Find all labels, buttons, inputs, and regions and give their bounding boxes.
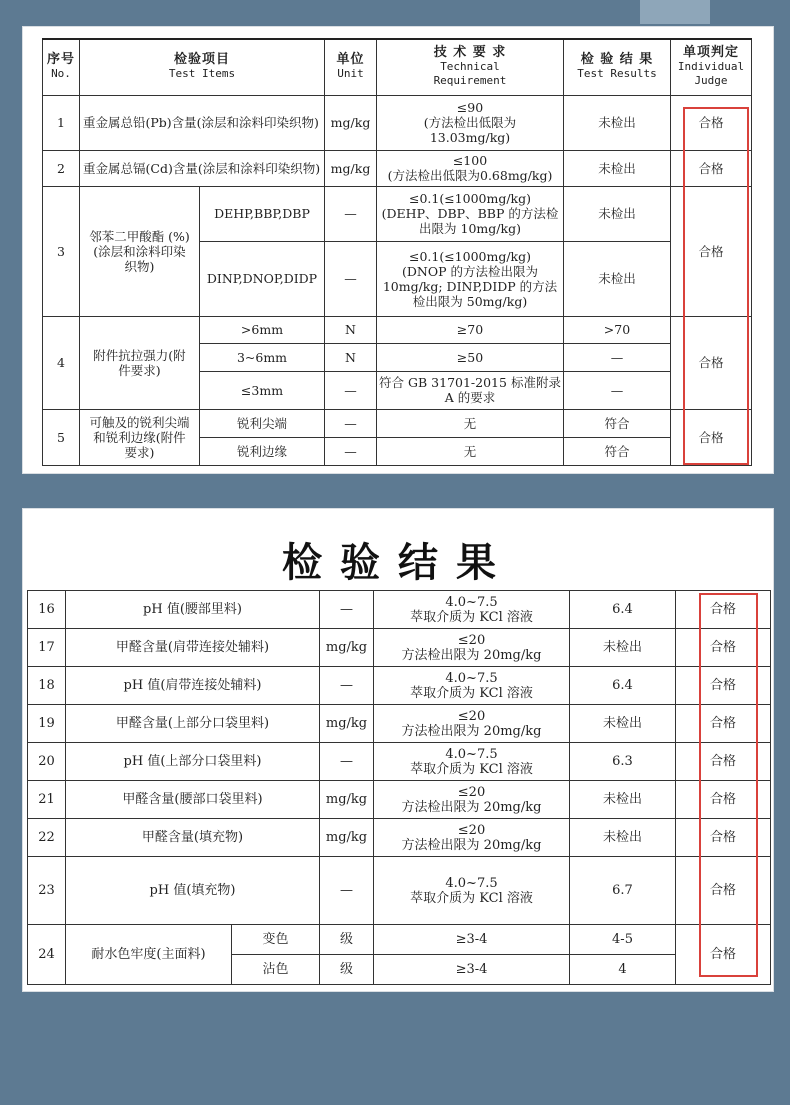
judge-cell: 合格 [676,819,771,857]
judge-cell: 合格 [676,743,771,781]
unit-cell: mg/kg [325,150,377,186]
judge-cell: 合格 [676,925,771,985]
test-item: pH 值(腰部里料) [66,591,320,629]
unit-cell: — [325,241,377,316]
result-cell: 未检出 [564,186,671,241]
requirement-cell: ≤20 方法检出限为 20mg/kg [374,819,570,857]
sub-item: DINP,DNOP,DIDP [200,241,325,316]
result-cell: 未检出 [564,95,671,150]
unit-cell: — [325,186,377,241]
judge-cell: 合格 [671,186,752,316]
row-number: 19 [28,705,66,743]
judge-highlight-box [699,593,758,977]
judge-cell: 合格 [671,316,752,409]
requirement-cell: 无 [377,437,564,465]
requirement-cell: ≥50 [377,343,564,371]
row-number: 22 [28,819,66,857]
result-cell: 未检出 [564,150,671,186]
result-cell: 未检出 [570,781,676,819]
unit-cell: — [320,743,374,781]
requirement-cell: ≥3-4 [374,925,570,955]
unit-cell: — [325,409,377,437]
table-row [28,667,771,705]
header-no: 序号 No. [43,39,80,95]
unit-cell: — [320,591,374,629]
table-header-row [43,39,752,95]
row-number: 20 [28,743,66,781]
result-cell: 未检出 [564,241,671,316]
requirement-cell: ≥3-4 [374,955,570,985]
unit-cell: mg/kg [320,781,374,819]
table-row [28,857,771,925]
unit-cell: 级 [320,955,374,985]
table-row [43,409,752,437]
test-item: pH 值(肩带连接处辅料) [66,667,320,705]
result-cell: 符合 [564,409,671,437]
row-number: 18 [28,667,66,705]
row-number: 21 [28,781,66,819]
judge-cell: 合格 [676,705,771,743]
row-number: 5 [43,409,80,465]
table-row [28,591,771,629]
test-results-table-2 [27,590,771,985]
test-item: 甲醛含量(肩带连接处辅料) [66,629,320,667]
result-cell: >70 [564,316,671,343]
unit-cell: — [320,667,374,705]
requirement-cell: ≤90 (方法检出低限为 13.03mg/kg) [377,95,564,150]
requirement-cell: 4.0~7.5 萃取介质为 KCl 溶液 [374,857,570,925]
test-report-card-bottom [22,508,774,992]
test-item: 甲醛含量(填充物) [66,819,320,857]
judge-cell: 合格 [671,95,752,150]
requirement-cell: ≤0.1(≤1000mg/kg) (DNOP 的方法检出限为 10mg/kg; DINP,DIDP 的方法 检出限为 50mg/kg) [377,241,564,316]
sub-item: 变色 [232,925,320,955]
table-row [28,743,771,781]
header-decoration [640,0,710,24]
sub-item: ≤3mm [200,371,325,409]
test-item: pH 值(填充物) [66,857,320,925]
result-cell: 6.7 [570,857,676,925]
judge-cell: 合格 [676,781,771,819]
judge-cell: 合格 [676,667,771,705]
judge-cell: 合格 [676,857,771,925]
table-row [43,316,752,343]
header-requirement: 技 术 要 求 Technical Requirement [377,39,564,95]
requirement-cell: 4.0~7.5 萃取介质为 KCl 溶液 [374,667,570,705]
unit-cell: N [325,343,377,371]
judge-cell: 合格 [671,409,752,465]
row-number: 16 [28,591,66,629]
requirement-cell: ≤100 (方法检出低限为0.68mg/kg) [377,150,564,186]
judge-highlight-box [683,107,749,465]
sub-item: 沾色 [232,955,320,985]
test-item: 可触及的锐利尖端 和锐利边缘(附件 要求) [80,409,200,465]
requirement-cell: ≤20 方法检出限为 20mg/kg [374,705,570,743]
unit-cell: — [325,437,377,465]
sub-item: 3~6mm [200,343,325,371]
result-cell: 4 [570,955,676,985]
result-cell: 未检出 [570,705,676,743]
unit-cell: mg/kg [325,95,377,150]
sub-item: DEHP,BBP,DBP [200,186,325,241]
test-item: 重金属总镉(Cd)含量(涂层和涂料印染织物) [80,150,325,186]
table-row [28,705,771,743]
row-number: 24 [28,925,66,985]
table-row [43,95,752,150]
unit-cell: — [320,857,374,925]
requirement-cell: 4.0~7.5 萃取介质为 KCl 溶液 [374,591,570,629]
row-number: 2 [43,150,80,186]
table-row [28,925,771,955]
result-cell: 6.3 [570,743,676,781]
result-cell: 6.4 [570,667,676,705]
unit-cell: mg/kg [320,705,374,743]
header-test-items: 检验项目 Test Items [80,39,325,95]
row-number: 3 [43,186,80,316]
judge-cell: 合格 [671,150,752,186]
requirement-cell: ≤20 方法检出限为 20mg/kg [374,781,570,819]
requirement-cell: ≥70 [377,316,564,343]
test-item: 邻苯二甲酸酯 (%) (涂层和涂料印染 织物) [80,186,200,316]
unit-cell: mg/kg [320,819,374,857]
test-results-table-1 [42,38,752,466]
row-number: 23 [28,857,66,925]
test-item: 耐水色牢度(主面料) [66,925,232,985]
result-cell: — [564,371,671,409]
requirement-cell: 无 [377,409,564,437]
test-item: pH 值(上部分口袋里料) [66,743,320,781]
section-title: 检验结果 [282,539,514,586]
requirement-cell: ≤0.1(≤1000mg/kg) (DEHP、DBP、BBP 的方法检 出限为 10mg/kg) [377,186,564,241]
sub-item: >6mm [200,316,325,343]
test-item: 甲醛含量(腰部口袋里料) [66,781,320,819]
table-row [43,186,752,241]
judge-cell: 合格 [676,591,771,629]
row-number: 1 [43,95,80,150]
test-item: 重金属总铅(Pb)含量(涂层和涂料印染织物) [80,95,325,150]
row-number: 4 [43,316,80,409]
result-cell: 6.4 [570,591,676,629]
requirement-cell: ≤20 方法检出限为 20mg/kg [374,629,570,667]
test-item: 甲醛含量(上部分口袋里料) [66,705,320,743]
table-row [43,150,752,186]
unit-cell: 级 [320,925,374,955]
test-report-card-top [22,26,774,474]
result-cell: 未检出 [570,629,676,667]
table-row [28,629,771,667]
table-row [28,819,771,857]
result-cell: 符合 [564,437,671,465]
unit-cell: — [325,371,377,409]
result-cell: — [564,343,671,371]
judge-cell: 合格 [676,629,771,667]
sub-item: 锐利尖端 [200,409,325,437]
requirement-cell: 4.0~7.5 萃取介质为 KCl 溶液 [374,743,570,781]
sub-item: 锐利边缘 [200,437,325,465]
header-judge: 单项判定 Individual Judge [671,39,752,95]
result-cell: 未检出 [570,819,676,857]
row-number: 17 [28,629,66,667]
test-item: 附件抗拉强力(附 件要求) [80,316,200,409]
result-cell: 4-5 [570,925,676,955]
unit-cell: N [325,316,377,343]
header-unit: 单位 Unit [325,39,377,95]
unit-cell: mg/kg [320,629,374,667]
table-row [28,781,771,819]
requirement-cell: 符合 GB 31701-2015 标准附录 A 的要求 [377,371,564,409]
header-results: 检 验 结 果 Test Results [564,39,671,95]
